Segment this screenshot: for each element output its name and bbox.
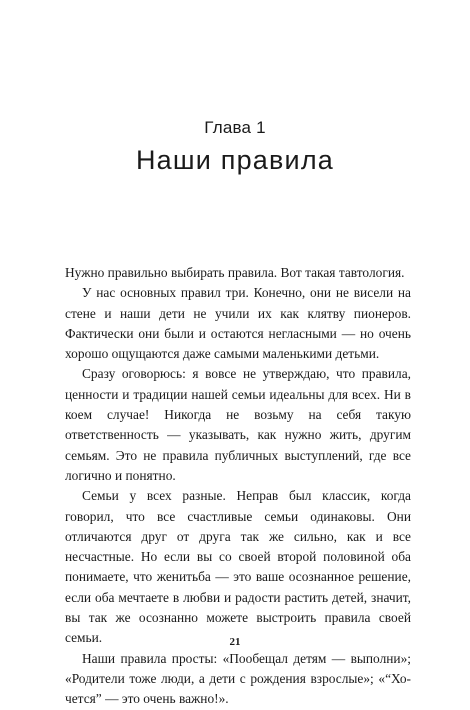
paragraph: Нужно правильно выбирать правила. Вот такая тавтология.: [65, 265, 405, 280]
paragraph: Сразу оговорюсь: я вовсе не утверждаю, что правила, ценности и традиции нашей семьи идеальны для всех. Ни в коем случае! Никогда не возьму на себя такую ответственность — указывать, как нужно жить, другим семьям. Это не правила публичных выступлений, где все логично и понятно.: [65, 366, 411, 483]
paragraph: У нас основных правил три. Конечно, они не висели на стене и наши дети не учили их как клятву пионеров. Фактически они были и остаются негласными — но очень хорошо ощущаются даже самыми маленькими детьми.: [65, 285, 411, 362]
paragraph: Наши правила просты: «Пообещал детям — выполни»; «Родители тоже люди, а дети с рождения взрослые»; «“Хочется” — это очень важно!».: [65, 650, 411, 707]
chapter-title: Наши правила: [135, 145, 334, 175]
page-number: 21: [229, 636, 241, 648]
paragraph: Семьи у всех разные. Неправ был классик, когда говорил, что все счастливые семьи одинаковы. Они отличаются друг от друга так же сильно, как и все несчастные. Но если вы со своей второй половиной оба понимаете, что женитьба — это ваше осознанное решение, если оба мечтаете в любви и радости растить детей, значит, вы так же осознанно можете выстроить правила своей семьи.: [65, 488, 411, 646]
chapter-label: Глава 1: [204, 118, 266, 137]
